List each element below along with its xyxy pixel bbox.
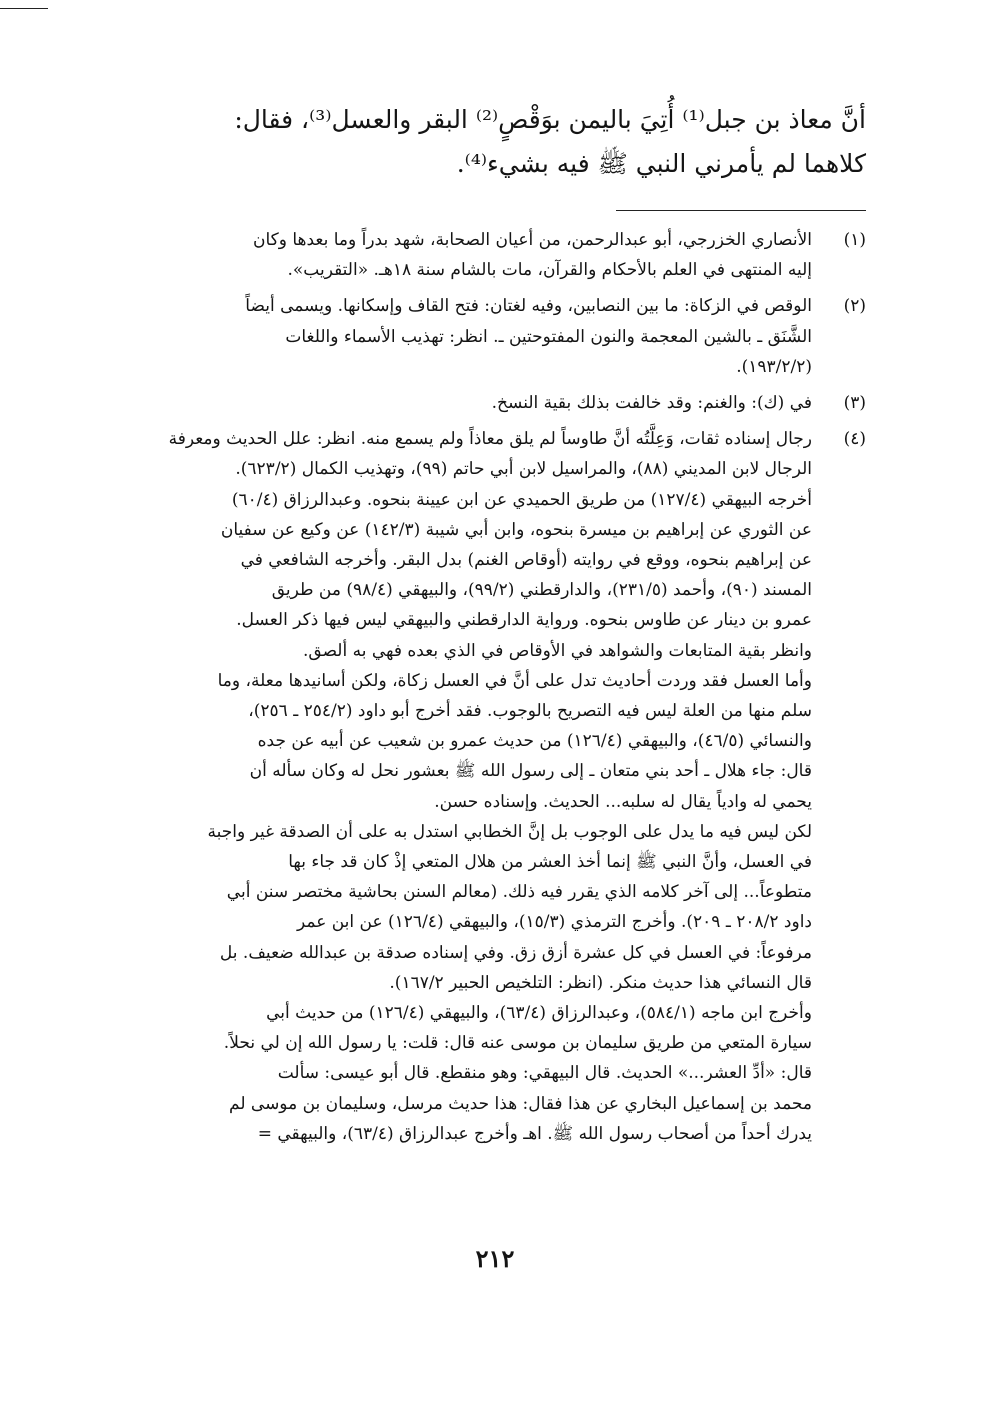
main-text-line: أنَّ معاذ بن جبل⁽¹⁾ أُتِيَ باليمن بوَقْصٍ⁽²⁾ البقر والعسل⁽³⁾، فقال: bbox=[234, 105, 866, 134]
page-number: ٢١٢ bbox=[475, 1244, 515, 1273]
footnote-paragraph bbox=[110, 817, 812, 998]
footnote-separator bbox=[616, 210, 866, 211]
footnote-line: مرفوعاً: في العسل في كل عشرة أزق زق. وفي إسناده صدقة بن عبدالله ضعيف. بل bbox=[219, 942, 812, 963]
footnote-line: قال: جاء هلال ـ أحد بني متعان ـ إلى رسول الله ﷺ بعشور نحل له وكان سأله أن bbox=[249, 761, 812, 782]
footnote-line: سلم منها من العلة ليس فيه التصريح بالوجوب. فقد أخرج أبو داود (٢٥٤/٢ ـ ٢٥٦)، bbox=[248, 701, 812, 722]
footnote-line: الشَّنَق ـ بالشين المعجمة والنون المفتوحتين ـ. انظر: تهذيب الأسماء واللغات bbox=[285, 326, 812, 347]
footnote-number: (٤) bbox=[843, 429, 866, 450]
footnote-line: والنسائي (٤٦/٥)، والبيهقي (١٢٦/٤) من حديث عمرو بن شعيب عن أبيه عن جده bbox=[257, 731, 812, 752]
footnote-line: يحمي له وادياً يقال له سلبه... الحديث. وإسناده حسن. bbox=[434, 791, 812, 812]
footnote-line: الرجال لابن المديني (٨٨)، والمراسيل لابن أبي حاتم (٩٩)، وتهذيب الكمال (٦٢٣/٢). bbox=[235, 459, 812, 480]
footnote-body bbox=[110, 225, 812, 285]
footnote-number: (١) bbox=[843, 230, 866, 250]
footnote-line: (١٩٣/٢/٢). bbox=[736, 356, 812, 377]
page-content bbox=[110, 98, 866, 1155]
main-text bbox=[110, 98, 866, 186]
footnote-paragraph bbox=[110, 291, 812, 382]
footnote-number: (٣) bbox=[843, 393, 866, 414]
footnote-line: عن الثوري عن إبراهيم بن ميسرة بنحوه، وابن أبي شيبة (١٤٢/٣) عن وكيع عن سفيان bbox=[220, 519, 812, 540]
footnote-line: المسند (٩٠)، وأحمد (٢٣١/٥)، والدارقطني (٩٩/٢)، والبيهقي (٩٨/٤) من طريق bbox=[271, 580, 812, 601]
footnote-line: وأما العسل فقد وردت أحاديث تدل على أنَّ في العسل زكاة، ولكن أسانيدها معلة، وما bbox=[217, 670, 812, 691]
footnote-line: محمد بن إسماعيل البخاري عن هذا فقال: هذا حديث مرسل، وسليمان بن موسى لم bbox=[229, 1093, 812, 1114]
footnote-line: الوقص في الزكاة: ما بين النصابين، وفيه لغتان: فتح القاف وإسكانها. ويسمى أيضاً bbox=[245, 296, 812, 317]
footnote bbox=[110, 225, 866, 285]
main-text-line: كلاهما لم يأمرني النبي ﷺ فيه بشيء⁽⁴⁾. bbox=[456, 149, 866, 178]
footnote-line: داود ٢٠٨/٢ ـ ٢٠٩). وأخرج الترمذي (١٥/٣)، والبيهقي (١٢٦/٤) عن ابن عمر bbox=[296, 912, 812, 933]
footnote-body bbox=[110, 388, 812, 418]
footnote-line: الأنصاري الخزرجي، أبو عبدالرحمن، من أعيان الصحابة، شهد بدراً وما بعدها وكان bbox=[252, 230, 812, 250]
footnote bbox=[110, 388, 866, 418]
footnote-line: قال: «أدِّ العشر...» الحديث. قال البيهقي: وهو منقطع. قال أبو عيسى: سألت bbox=[277, 1063, 812, 1084]
footnote-paragraph bbox=[110, 998, 812, 1149]
footnote-line: عن إبراهيم بنحوه، ووقع في روايته (أوقاص الغنم) بدل البقر. وأخرجه الشافعي في bbox=[240, 550, 812, 571]
footnote-line: وانظر بقية المتابعات والشواهد في الأوقاص في الذي بعده فهي به ألصق. bbox=[302, 640, 812, 661]
footnote-paragraph bbox=[110, 388, 812, 418]
footnote-body bbox=[110, 424, 812, 1149]
footnote-paragraph bbox=[110, 485, 812, 666]
footnote-line: وأخرج ابن ماجه (٥٨٤/١)، وعبدالرزاق (٦٣/٤)، والبيهقي (١٢٦/٤) من حديث أبي bbox=[266, 1003, 812, 1024]
footnotes-section bbox=[110, 225, 866, 1149]
footnote-line: يدرك أحداً من أصحاب رسول الله ﷺ. اهـ وأخرج عبدالرزاق (٦٣/٤)، والبيهقي = bbox=[257, 1123, 812, 1144]
footnote-line: في (ك): والغنم: وقد خالفت بذلك بقية النسخ. bbox=[491, 393, 812, 414]
footnote bbox=[110, 424, 866, 1149]
footnote-number: (٢) bbox=[843, 296, 866, 317]
footnote-line: رجال إسناده ثقات، وَعِلَّتُه أنَّ طاوساً لم يلق معاذاً ولم يسمع منه. انظر: علل الحديث ومعرفة bbox=[168, 429, 812, 450]
footnote-body bbox=[110, 291, 812, 382]
footnote-paragraph bbox=[110, 424, 812, 484]
footnote-line: في العسل، وأنَّ النبي ﷺ إنما أخذ العشر من هلال المتعي إذْ كان قد جاء بها bbox=[288, 852, 812, 873]
footnote-line: قال النسائي هذا حديث منكر. (انظر: التلخيص الحبير ١٦٧/٢). bbox=[389, 972, 812, 993]
footnote-line: متطوعاً... إلى آخر كلامه الذي يقرر فيه ذلك. (معالم السنن بحاشية مختصر سنن أبي bbox=[226, 882, 812, 903]
footnote-paragraph bbox=[110, 666, 812, 817]
corner-scan-mark bbox=[0, 8, 48, 9]
footnote-line: سيارة المتعي من طريق سليمان بن موسى عنه قال: قلت: يا رسول الله إن لي نحلاً. bbox=[223, 1033, 812, 1054]
footnote-line: عمرو بن دينار عن طاوس بنحوه. ورواية الدارقطني والبيهقي ليس فيها ذكر العسل. bbox=[236, 610, 812, 631]
footnote-line: أخرجه البيهقي (١٢٧/٤) من طريق الحميدي عن ابن عيينة بنحوه. وعبدالرزاق (٦٠/٤) bbox=[231, 489, 812, 510]
footnote-line: إليه المنتهى في العلم بالأحكام والقرآن، مات بالشام سنة ١٨هـ. «التقريب». bbox=[287, 260, 812, 281]
footnote-paragraph bbox=[110, 225, 812, 285]
footnote-line: لكن ليس فيه ما يدل على الوجوب بل إنَّ الخطابي استدل به على أن الصدقة غير واجبة bbox=[207, 821, 812, 842]
footnote bbox=[110, 291, 866, 382]
